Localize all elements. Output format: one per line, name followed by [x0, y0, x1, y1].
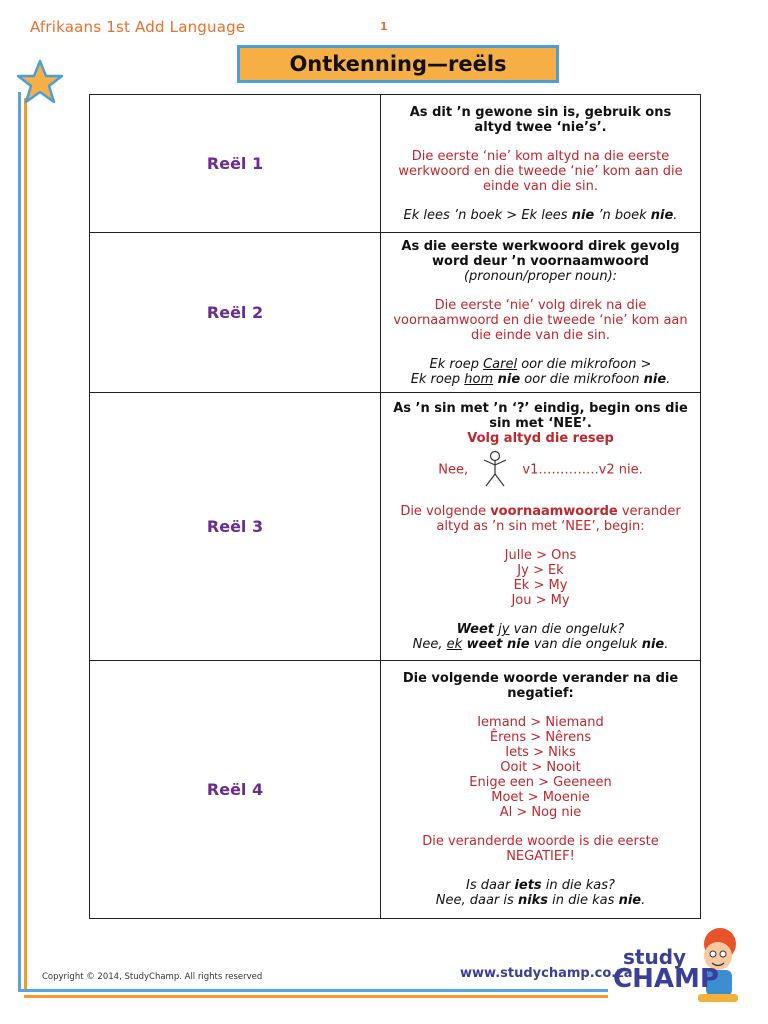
table-row — [90, 661, 701, 919]
list-item: Enige een > Geeneen — [469, 775, 612, 790]
rule-explanation: Die eerste ‘nie’ volg direk na die voornaamwoord en die tweede ‘nie’ kom aan die einde van die sin. — [393, 297, 688, 343]
rule-heading: As die eerste werkwoord direk gevolg word deur ’n voornaamwoord — [401, 238, 680, 269]
table-row — [90, 393, 701, 661]
rule-label: Reël 1 — [90, 95, 381, 233]
list-item: Iemand > Niemand — [477, 715, 604, 730]
rule-label: Reël 2 — [90, 233, 381, 393]
rule-example-1: Ek roep Carel oor die mikrofoon > — [429, 356, 652, 372]
list-item: Jy > Ek — [517, 563, 564, 578]
rule-label: Reël 3 — [90, 393, 381, 661]
bottom-line-orange — [24, 995, 608, 998]
logo-champ: CHAMP — [613, 964, 719, 994]
list-item: Iets > Niks — [505, 745, 576, 760]
website-link[interactable]: www.studychamp.co.za — [460, 966, 633, 981]
rule-example: Ek lees ’n boek > Ek lees nie ’n boek nie. — [403, 207, 678, 223]
rule-recipe: Volg altyd die resep — [467, 431, 614, 446]
stick-figure-icon — [478, 450, 512, 490]
rule-example-2: Nee, ek weet nie van die ongeluk nie. — [412, 637, 669, 652]
list-item: Êrens > Nêrens — [489, 730, 592, 745]
rule-heading: As ’n sin met ’n ‘?’ eindig, begin ons die sin met ‘NEE’. — [393, 401, 688, 431]
rule-heading-sub: (pronoun/proper noun): — [463, 268, 618, 284]
rule-example-1: Is daar iets in die kas? — [466, 878, 615, 893]
recipe-formula: Nee, v1…………..v2 nie. — [389, 450, 692, 490]
list-item: Al > Nog nie — [499, 805, 582, 820]
list-item: Moet > Moenie — [491, 790, 590, 805]
border-line-blue — [18, 92, 21, 992]
table-row — [90, 233, 701, 393]
rule-example-2: Ek roep hom nie oor die mikrofoon nie. — [410, 371, 671, 387]
rule-example-1: Weet jy van die ongeluk? — [456, 622, 625, 637]
rules-table — [89, 94, 701, 919]
list-item: Jou > My — [511, 593, 570, 608]
rule-explanation: Die volgende voornaamwoorde verander altyd as ’n sin met ‘NEE’, begin: — [400, 504, 681, 534]
logo-study: study — [623, 945, 687, 969]
list-item: Ooit > Nooit — [500, 760, 581, 775]
rule-explanation: Die eerste ‘nie’ kom altyd na die eerste werkwoord en die tweede ‘nie’ kom aan die einde van die sin. — [398, 148, 683, 194]
rule-content — [381, 95, 701, 233]
star-icon — [15, 58, 65, 106]
rule-content — [381, 661, 701, 919]
rule-heading: Die volgende woorde verander na die negatief: — [402, 671, 679, 701]
bottom-line-blue — [18, 989, 608, 992]
border-line-orange — [24, 98, 27, 992]
table-row — [90, 95, 701, 233]
rule-example-2: Nee, daar is niks in die kas nie. — [435, 893, 646, 908]
rule-note: Die veranderde woorde is die eerste NEGATIEF! — [422, 834, 659, 864]
rule-label: Reël 4 — [90, 661, 381, 919]
copyright-text: Copyright © 2014, StudyChamp. All rights reserved — [42, 972, 263, 982]
list-item: Julle > Ons — [504, 548, 577, 563]
list-item: Ek > My — [513, 578, 568, 593]
rule-heading: As dit ’n gewone sin is, gebruik ons altyd twee ‘nie’s’. — [409, 104, 672, 135]
page-number: 1 — [380, 20, 388, 33]
rule-content — [381, 233, 701, 393]
rule-content — [381, 393, 701, 661]
subject-title: Afrikaans 1st Add Language — [30, 18, 246, 36]
page-title: Ontkenning—reëls — [237, 45, 559, 83]
